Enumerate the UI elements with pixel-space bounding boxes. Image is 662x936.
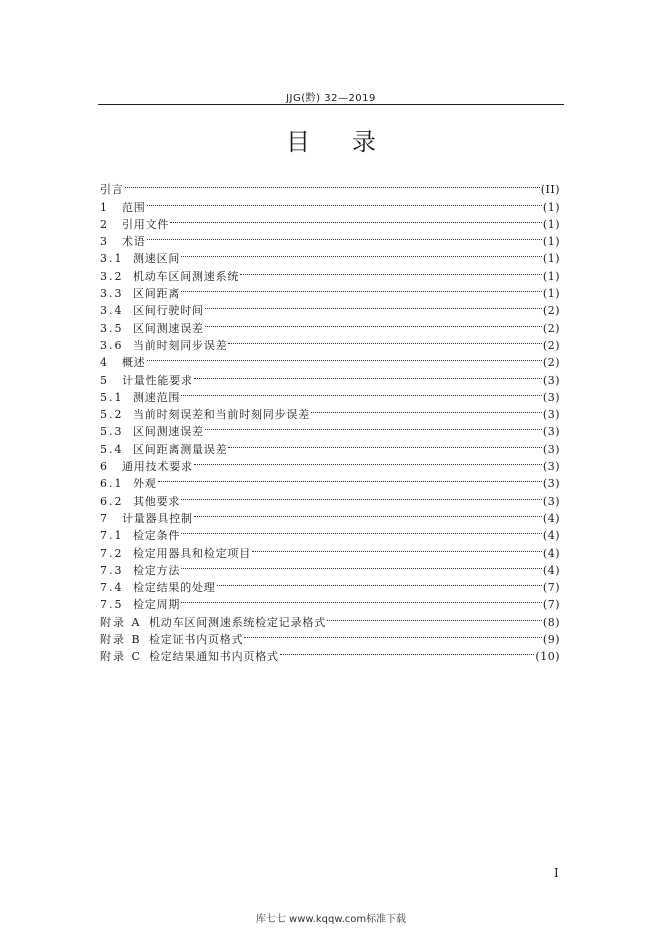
toc-entry-title: 区间距离 bbox=[133, 287, 181, 301]
toc-entry-page: (3) bbox=[542, 442, 560, 456]
toc-dot-leader bbox=[252, 539, 542, 556]
toc-entry-number: 附录 A bbox=[100, 615, 142, 629]
toc-entry-number: 附录 C bbox=[100, 650, 142, 664]
toc-entry-page: (8) bbox=[542, 615, 560, 629]
toc-dot-leader bbox=[181, 487, 542, 504]
toc-entry-page: (1) bbox=[542, 235, 560, 249]
toc-entry-title: 机动车区间测速系统 bbox=[133, 269, 240, 283]
toc-dot-leader bbox=[217, 574, 542, 591]
toc-entry-number: 2 bbox=[100, 217, 109, 231]
toc-dot-leader bbox=[327, 608, 542, 625]
toc-dot-leader bbox=[194, 453, 542, 470]
toc-entry-number: 7.1 bbox=[100, 529, 124, 543]
toc-dot-leader bbox=[147, 228, 542, 245]
toc-entry-number: 7.4 bbox=[100, 581, 124, 595]
toc-entry[interactable] bbox=[100, 349, 560, 370]
toc-dot-leader bbox=[205, 297, 542, 314]
toc-entry-title: 检定结果的处理 bbox=[133, 581, 216, 595]
toc-entry-page: (2) bbox=[542, 321, 560, 335]
toc-entry-number: 5.4 bbox=[100, 442, 124, 456]
toc-entry-number: 6.1 bbox=[100, 477, 124, 491]
toc-entry-page: (3) bbox=[542, 390, 560, 404]
toc-entry-page: (7) bbox=[542, 598, 560, 612]
toc-dot-leader bbox=[311, 401, 542, 418]
page-title: 目录 bbox=[286, 128, 418, 156]
toc-dot-leader bbox=[181, 245, 542, 262]
toc-entry[interactable] bbox=[100, 176, 560, 197]
toc-entry[interactable] bbox=[100, 211, 560, 231]
toc-dot-leader bbox=[147, 193, 542, 210]
toc-entry-number: 4 bbox=[100, 356, 109, 370]
toc-entry-title: 区间测速误差 bbox=[133, 425, 204, 439]
toc-entry-page: (2) bbox=[542, 356, 560, 370]
toc-entry-number: 5.2 bbox=[100, 408, 124, 422]
toc-entry-page: (1) bbox=[542, 200, 560, 214]
toc-entry-title: 检定条件 bbox=[133, 529, 181, 543]
toc-entry-page: (7) bbox=[542, 581, 560, 595]
toc-entry-page: (1) bbox=[542, 217, 560, 231]
toc-entry-title: 通用技术要求 bbox=[122, 460, 193, 474]
toc-entry-number: 5 bbox=[100, 373, 109, 387]
toc-entry-page: (3) bbox=[542, 425, 560, 439]
toc-entry-number: 7.2 bbox=[100, 546, 124, 560]
toc-entry-number: 附录 B bbox=[100, 633, 142, 647]
toc-entry-number: 7 bbox=[100, 511, 109, 525]
toc-entry-page: (10) bbox=[535, 650, 560, 664]
toc-entry-title: 引言 bbox=[100, 183, 124, 197]
toc-entry-title: 范围 bbox=[122, 200, 146, 214]
toc-dot-leader bbox=[280, 643, 535, 660]
toc-entry-title: 检定用器具和检定项目 bbox=[133, 546, 251, 560]
toc-entry[interactable] bbox=[100, 487, 560, 508]
toc-dot-leader bbox=[240, 262, 542, 279]
toc-entry-number: 1 bbox=[100, 200, 109, 214]
toc-entry-page: (1) bbox=[542, 287, 560, 301]
toc-entry-title: 术语 bbox=[122, 235, 146, 249]
toc-entry-number: 3.5 bbox=[100, 321, 124, 335]
toc-entry-number: 3.6 bbox=[100, 338, 124, 352]
toc-entry-page: (1) bbox=[542, 269, 560, 283]
toc-entry-page: (4) bbox=[542, 511, 560, 525]
toc-dot-leader bbox=[170, 211, 542, 228]
toc-entry-number: 7.3 bbox=[100, 563, 124, 577]
toc-entry-number: 3.1 bbox=[100, 252, 124, 266]
toc-entry-title: 区间距离测量误差 bbox=[133, 442, 228, 456]
toc-dot-leader bbox=[194, 505, 542, 522]
toc-entry-title: 检定证书内页格式 bbox=[149, 633, 244, 647]
header-divider bbox=[98, 104, 564, 105]
toc-entry[interactable] bbox=[100, 366, 560, 387]
toc-dot-leader bbox=[181, 591, 542, 608]
toc-entry-page: (9) bbox=[542, 633, 560, 647]
toc-dot-leader bbox=[181, 280, 542, 297]
page-number: I bbox=[554, 866, 559, 880]
toc-dot-leader bbox=[228, 435, 542, 452]
toc-entry-title: 区间测速误差 bbox=[133, 321, 204, 335]
toc-entry-title: 引用文件 bbox=[122, 217, 170, 231]
toc-entry-title: 其他要求 bbox=[133, 494, 181, 508]
toc-entry[interactable] bbox=[100, 245, 560, 266]
toc-entry-number: 3 bbox=[100, 235, 109, 249]
toc-entry-title: 测速范围 bbox=[133, 390, 181, 404]
toc-dot-leader bbox=[181, 557, 542, 574]
table-of-contents bbox=[100, 176, 560, 664]
toc-dot-leader bbox=[244, 626, 542, 643]
toc-entry-number: 5.3 bbox=[100, 425, 124, 439]
toc-entry-page: (3) bbox=[542, 477, 560, 491]
toc-entry-page: (2) bbox=[542, 338, 560, 352]
toc-entry-page: (2) bbox=[542, 304, 560, 318]
toc-entry-title: 概述 bbox=[122, 356, 146, 370]
document-code: JJG(黔) 32—2019 bbox=[286, 93, 376, 104]
toc-dot-leader bbox=[194, 366, 542, 383]
toc-entry-number: 5.1 bbox=[100, 390, 124, 404]
toc-entry-title: 当前时刻同步误差 bbox=[133, 338, 228, 352]
toc-entry-page: (3) bbox=[542, 494, 560, 508]
toc-entry-page: (4) bbox=[542, 563, 560, 577]
toc-dot-leader bbox=[205, 418, 542, 435]
toc-entry-title: 区间行驶时间 bbox=[133, 304, 204, 318]
toc-entry-page: (II) bbox=[540, 183, 560, 197]
toc-entry[interactable] bbox=[100, 193, 560, 214]
toc-dot-leader bbox=[181, 384, 542, 401]
toc-entry[interactable] bbox=[100, 228, 560, 249]
toc-dot-leader bbox=[181, 522, 542, 539]
toc-entry-title: 计量器具控制 bbox=[122, 511, 193, 525]
toc-entry-title: 检定结果通知书内页格式 bbox=[149, 650, 279, 664]
toc-entry-page: (1) bbox=[542, 252, 560, 266]
toc-entry-number: 7.5 bbox=[100, 598, 124, 612]
toc-entry-number: 3.3 bbox=[100, 287, 124, 301]
toc-dot-leader bbox=[147, 349, 542, 366]
toc-dot-leader bbox=[228, 332, 542, 349]
toc-dot-leader bbox=[125, 176, 540, 193]
toc-entry-number: 3.2 bbox=[100, 269, 124, 283]
toc-dot-leader bbox=[205, 314, 542, 331]
toc-entry-page: (3) bbox=[542, 460, 560, 474]
footer-watermark-text: 库七七 www.kqqw.com标准下载 bbox=[255, 914, 407, 925]
toc-entry-page: (3) bbox=[542, 373, 560, 387]
toc-entry-title: 机动车区间测速系统检定记录格式 bbox=[149, 615, 326, 629]
toc-entry-title: 计量性能要求 bbox=[122, 373, 193, 387]
toc-dot-leader bbox=[158, 470, 542, 487]
toc-entry-title: 检定方法 bbox=[133, 563, 181, 577]
toc-entry[interactable] bbox=[100, 470, 560, 491]
toc-entry-number: 6 bbox=[100, 460, 109, 474]
toc-entry-title: 测速区间 bbox=[133, 252, 181, 266]
toc-entry-title: 检定周期 bbox=[133, 598, 181, 612]
toc-entry-title: 当前时刻误差和当前时刻同步误差 bbox=[133, 408, 310, 422]
toc-entry-number: 3.4 bbox=[100, 304, 124, 318]
toc-entry-page: (4) bbox=[542, 546, 560, 560]
toc-entry-title: 外观 bbox=[133, 477, 157, 491]
toc-entry-page: (3) bbox=[542, 408, 560, 422]
toc-entry-number: 6.2 bbox=[100, 494, 124, 508]
toc-entry-page: (4) bbox=[542, 529, 560, 543]
